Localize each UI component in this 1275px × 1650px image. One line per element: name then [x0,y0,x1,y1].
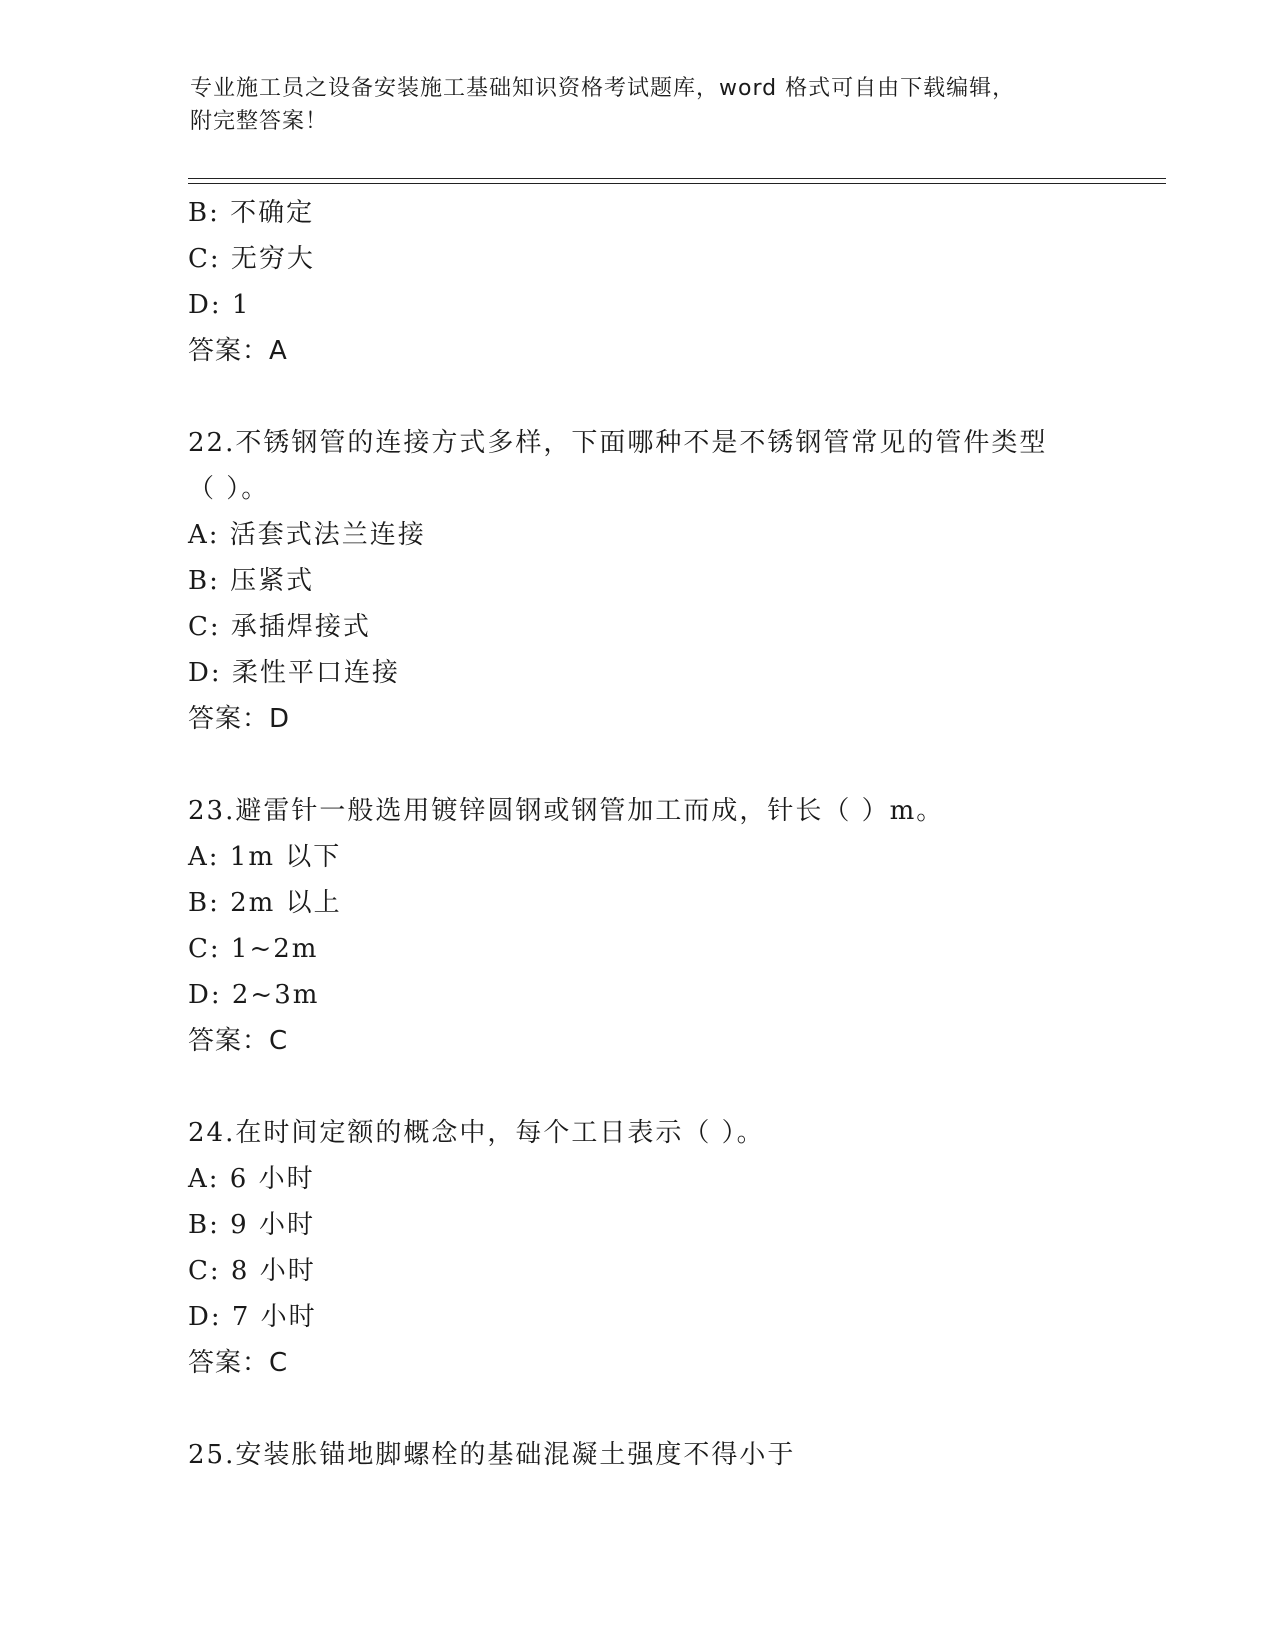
option-d: D: 2~3m [188,980,320,1010]
spacer [188,742,1168,788]
option-c: C: 承插焊接式 [188,612,371,642]
option-c: C: 8 小时 [188,1256,316,1286]
question-stem-continuation: （ ）。 [188,474,270,504]
question-22 [188,420,1168,742]
spacer [188,1064,1168,1110]
option-a: A: 1m 以下 [188,842,342,872]
spacer [188,1386,1168,1432]
document-header [190,72,1090,138]
header-title-line1: 专业施工员之设备安装施工基础知识资格考试题库，word 格式可自由下载编辑， [190,76,1016,101]
option-b: B: 压紧式 [188,566,315,596]
header-divider-top [188,178,1166,179]
header-divider-bottom [188,183,1166,184]
spacer [188,374,1168,420]
question-23 [188,788,1168,1064]
option-d: D: 柔性平口连接 [188,658,400,688]
header-title-line2: 附完整答案！ [190,109,329,134]
question-stem: 22.不锈钢管的连接方式多样，下面哪种不是不锈钢管常见的管件类型 [188,428,1048,458]
question-list [188,190,1168,1478]
answer-line: 答案：C [188,1026,289,1056]
question-24 [188,1110,1168,1386]
option-b: B: 不确定 [188,198,315,228]
option-a: A: 6 小时 [188,1164,315,1194]
option-d: D: 1 [188,290,251,320]
option-d: D: 7 小时 [188,1302,317,1332]
option-b: B: 2m 以上 [188,888,342,918]
question-stem: 24.在时间定额的概念中，每个工日表示（ ）。 [188,1118,765,1148]
answer-line: 答案：D [188,704,291,734]
option-c: C: 无穷大 [188,244,315,274]
option-c: C: 1~2m [188,934,319,964]
question-stem: 23.避雷针一般选用镀锌圆钢或钢管加工而成，针长（ ）m。 [188,796,945,826]
answer-line: 答案：A [188,336,288,366]
question-21-partial [188,190,1168,374]
option-a: A: 活套式法兰连接 [188,520,426,550]
option-b: B: 9 小时 [188,1210,315,1240]
answer-line: 答案：C [188,1348,289,1378]
question-25 [188,1432,1168,1478]
question-stem: 25.安装胀锚地脚螺栓的基础混凝土强度不得小于 [188,1440,796,1470]
